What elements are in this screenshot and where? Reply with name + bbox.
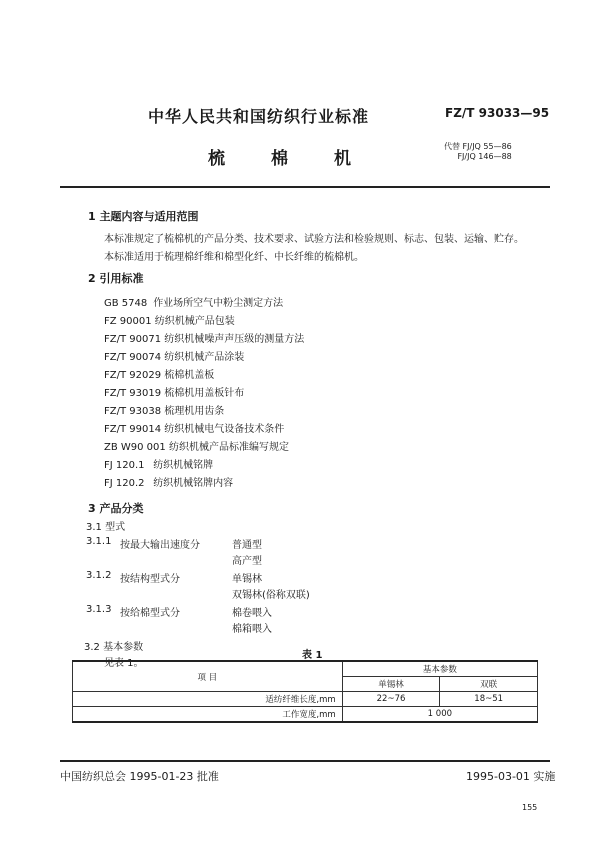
ref-code: FJ 120.1 <box>104 460 145 471</box>
ref-title: 梳棉机盖板 <box>164 370 215 381</box>
parameter-table <box>72 660 538 723</box>
clause-option: 单锡林 <box>232 574 262 585</box>
ref-title: 梳理机用齿条 <box>164 406 225 417</box>
ref-title: 纺织机械产品标准编写规定 <box>168 442 289 453</box>
table-cell: 22~76 <box>342 692 440 707</box>
ref-item <box>104 402 224 417</box>
title-char-3: 机 <box>334 149 351 169</box>
standard-code: FZ/T 93033—95 <box>445 106 550 120</box>
header-rule <box>60 186 550 188</box>
ref-code: FZ/T 90071 <box>104 334 162 345</box>
ref-item <box>104 294 283 309</box>
title-char-2: 棉 <box>271 149 288 169</box>
ref-title: 纺织机械产品包装 <box>154 316 235 327</box>
replaces-note <box>444 142 512 162</box>
ref-title: 作业场所空气中粉尘测定方法 <box>153 298 284 309</box>
ref-code: FZ/T 93019 <box>104 388 162 399</box>
ref-code: FZ 90001 <box>104 316 152 327</box>
clause-option: 棉卷喂入 <box>232 608 272 619</box>
table-cell: 18~51 <box>440 692 538 707</box>
table-header-single: 单锡林 <box>342 677 440 692</box>
ref-code: FZ/T 90074 <box>104 352 162 363</box>
ref-code: GB 5748 <box>104 298 148 309</box>
page-number: 155 <box>522 803 538 812</box>
document-title <box>208 144 351 169</box>
section-3-2-note: 见表 1。 <box>104 658 144 669</box>
clause-option: 高产型 <box>232 556 262 567</box>
ref-item <box>104 456 213 471</box>
ref-code: ZB W90 001 <box>104 442 166 453</box>
ref-code: FZ/T 93038 <box>104 406 162 417</box>
clause-option: 双锡林(俗称双联) <box>232 590 310 601</box>
ref-item <box>104 366 214 381</box>
section-3-2-heading: 3.2 基本参数 <box>84 642 144 653</box>
section-1-heading: 1 主题内容与适用范围 <box>88 210 199 223</box>
ref-item <box>104 348 244 363</box>
ref-item <box>104 312 235 327</box>
ref-item <box>104 438 289 453</box>
table-cell: 1 000 <box>342 707 537 723</box>
ref-code: FZ/T 92029 <box>104 370 162 381</box>
section-1-paragraph-1: 本标准规定了梳棉机的产品分类、技术要求、试验方法和检验规则、标志、包装、运输、贮存。 <box>104 234 524 245</box>
table-row <box>73 707 538 723</box>
title-char-1: 梳 <box>208 149 225 169</box>
ref-item <box>104 420 284 435</box>
clause-option: 棉箱喂入 <box>232 624 272 635</box>
table-header-item: 项 目 <box>73 661 343 692</box>
table-header-row <box>73 661 538 677</box>
org-title: 中华人民共和国纺织行业标准 <box>148 107 370 126</box>
table-header-double: 双联 <box>440 677 538 692</box>
ref-title: 梳棉机用盖板针布 <box>164 388 245 399</box>
table-header-group: 基本参数 <box>342 661 537 677</box>
approval-date: 中国纺织总会 1995-01-23 批准 <box>60 770 219 783</box>
table-caption: 表 1 <box>302 650 323 661</box>
section-1-paragraph-2: 本标准适用于梳理棉纤维和棉型化纤、中长纤维的梳棉机。 <box>104 252 364 263</box>
ref-item <box>104 474 233 489</box>
ref-item <box>104 384 244 399</box>
table-row <box>73 692 538 707</box>
section-2-heading: 2 引用标准 <box>88 272 144 285</box>
section-3-1-heading: 3.1 型式 <box>86 522 126 533</box>
section-3-heading: 3 产品分类 <box>88 502 144 515</box>
table-cell-label: 工作宽度,mm <box>73 707 343 723</box>
table-cell-label: 适纺纤维长度,mm <box>73 692 343 707</box>
clause-3-1-3-number: 3.1.3 <box>86 604 112 615</box>
effective-date: 1995-03-01 实施 <box>466 770 556 783</box>
ref-title: 纺织机械噪声声压级的测量方法 <box>164 334 305 345</box>
clause-3-1-3-label: 按给棉型式分 <box>120 608 180 619</box>
ref-code: FJ 120.2 <box>104 478 145 489</box>
clause-option: 普通型 <box>232 540 262 551</box>
replaces-line-2: FJ/JQ 146—88 <box>457 152 512 161</box>
ref-item <box>104 330 304 345</box>
clause-3-1-2-label: 按结构型式分 <box>120 574 180 585</box>
ref-title: 纺织机械铭牌 <box>153 460 214 471</box>
clause-3-1-1-number: 3.1.1 <box>86 536 112 547</box>
ref-title: 纺织机械电气设备技术条件 <box>164 424 285 435</box>
clause-3-1-1-label: 按最大输出速度分 <box>120 540 200 551</box>
ref-code: FZ/T 99014 <box>104 424 162 435</box>
ref-title: 纺织机械铭牌内容 <box>153 478 234 489</box>
clause-3-1-2-number: 3.1.2 <box>86 570 112 581</box>
replaces-line-1: 代替 FJ/JQ 55—86 <box>444 142 512 151</box>
footer-rule <box>60 760 550 762</box>
ref-title: 纺织机械产品涂装 <box>164 352 245 363</box>
